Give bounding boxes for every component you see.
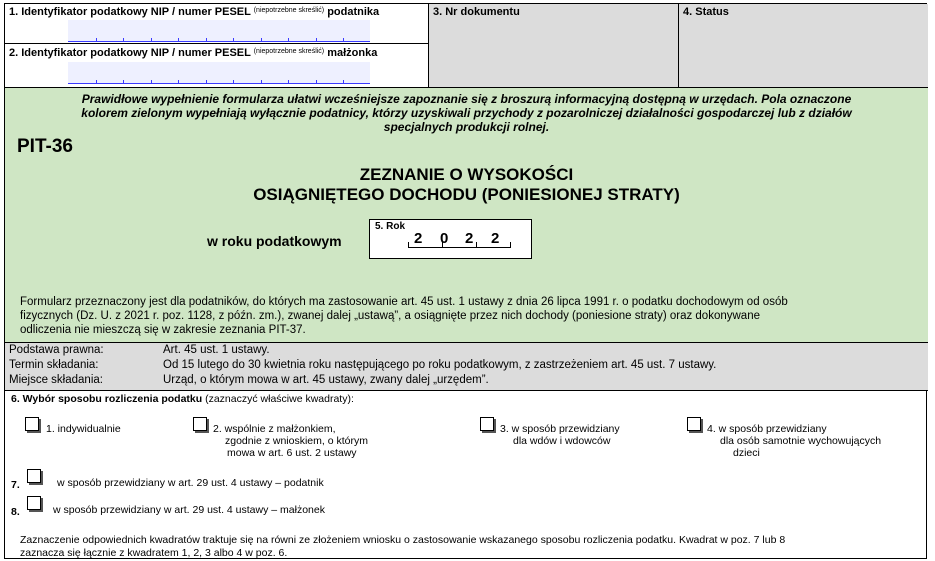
row-8-label: w sposób przewidziany w art. 29 ust. 4 ustawy – małżonek [53, 504, 325, 516]
year-digit: 0 [440, 230, 449, 247]
strike-note: (niepotrzebne skreślić) [253, 7, 325, 14]
field-3-label: 3. Nr dokumentu [433, 6, 520, 18]
form-description: Formularz przeznaczony jest dla podatników, do których ma zastosowanie art. 45 ust. 1 ustawy z dnia 26 lipca 1991 r. o podatku dochodowym od osób [20, 296, 788, 308]
option-widow-label: dla wdów i wdowców [513, 435, 611, 447]
field-1-taxpayer-id[interactable] [5, 4, 429, 44]
digit-separator-tick [316, 38, 317, 42]
place-value: Urząd, o którym mowa w art. 45 ustawy, zwany dalej „urzędem”. [163, 374, 489, 386]
option-widow-label: 3. w sposób przewidziany [500, 423, 620, 435]
intro-text: Prawidłowe wypełnienie formularza ułatwi wcześniejsze zapoznanie się z broszurą informacyjną dostępną w urzędach. Pola oznaczone [81, 92, 852, 106]
form-code: PIT-36 [17, 136, 73, 157]
form-description: fizycznych (Dz. U. z 2021 r. poz. 1128, z późn. zm.), zwanej dalej „ustawą”, a osiągnięte przez nich dochody (poniesione straty) oraz dokonywane [20, 310, 760, 322]
option-joint-label: zgodnie z wnioskiem, o którym [225, 435, 368, 447]
section-6-note: Zaznaczenie odpowiednich kwadratów traktuje się na równi ze złożeniem wniosku o zastosowanie wskazanego sposobu rozliczenia podatku. Kwadrat w poz. 7 lub 8 [20, 534, 786, 546]
legal-basis-value: Art. 45 ust. 1 ustawy. [163, 344, 270, 356]
digit-separator-tick [343, 38, 344, 42]
form-title: OSIĄGNIĘTEGO DOCHODU (PONIESIONEJ STRATY) [253, 185, 680, 204]
form-title: ZEZNANIE O WYSOKOŚCI [359, 165, 574, 184]
tax-form-page [4, 3, 927, 559]
digit-separator-tick [151, 80, 152, 84]
row-7-number: 7. [11, 479, 20, 491]
digit-separator-tick [151, 38, 152, 42]
option-individual-label: 1. indywidualnie [46, 423, 121, 435]
digit-separator-tick [316, 80, 317, 84]
digit-separator-tick [233, 38, 234, 42]
field-3-document-number [429, 4, 679, 87]
row-7-label: w sposób przewidziany w art. 29 ust. 4 ustawy – podatnik [57, 477, 324, 489]
digit-separator-tick [288, 80, 289, 84]
legal-info-section [5, 343, 928, 391]
option-single-parent-label: dzieci [733, 447, 760, 459]
option-joint-label: 2. wspólnie z małżonkiem, [213, 423, 336, 435]
section-6-note: zaznacza się łącznie z kwadratem 1, 2, 3 albo 4 w poz. 6. [20, 547, 288, 559]
strike-note: (niepotrzebne skreślić) [253, 48, 325, 55]
year-input[interactable] [408, 232, 511, 248]
digit-separator-tick [343, 80, 344, 84]
intro-text: kolorem zielonym wypełniają wyłącznie podatnicy, którzy uzyskiwali przychody z pozarolniczej działalności gospodarczej lub z działów [81, 106, 852, 120]
field-5-year[interactable] [369, 219, 532, 259]
year-digit: 2 [491, 230, 500, 247]
year-label: 5. Rok [375, 221, 406, 232]
year-prefix-label: w roku podatkowym [207, 233, 342, 249]
year-digit: 2 [414, 230, 423, 247]
digit-separator-tick [233, 80, 234, 84]
checkbox-joint[interactable] [193, 417, 207, 431]
checkbox-widow[interactable] [480, 417, 494, 431]
taxpayer-id-input[interactable] [68, 20, 370, 42]
checkbox-art29-taxpayer[interactable] [27, 469, 41, 483]
spouse-id-input[interactable] [68, 62, 370, 84]
field-2-label: 2. Identyfikator podatkowy NIP / numer PESEL $^{(niepotrzebne skreślić)}$ małżonka [9, 47, 378, 59]
field-4-status [679, 4, 928, 87]
year-digit: 2 [465, 230, 474, 247]
form-description: odliczenia nie mieszczą się w zakresie zeznania PIT-37. [20, 324, 306, 336]
digit-separator-tick [123, 38, 124, 42]
digit-separator-tick [261, 80, 262, 84]
option-joint-label: mowa w art. 6 ust. 2 ustawy [227, 447, 357, 459]
section-6-settlement-method [5, 391, 928, 560]
field-1-label: 1. Identyfikator podatkowy NIP / numer PESEL $^{(niepotrzebne skreślić)}$ podatnika [9, 6, 380, 18]
section-6-title: 6. Wybór sposobu rozliczenia podatku (zaznaczyć właściwe kwadraty): [11, 393, 354, 405]
place-label: Miejsce składania: [9, 374, 103, 386]
digit-separator-tick [261, 38, 262, 42]
digit-separator-tick [206, 80, 207, 84]
checkbox-single-parent[interactable] [687, 417, 701, 431]
row-8-number: 8. [11, 506, 20, 518]
digit-separator-tick [123, 80, 124, 84]
digit-separator-tick [178, 38, 179, 42]
checkbox-art29-spouse[interactable] [27, 496, 41, 510]
field-4-label: 4. Status [683, 6, 729, 18]
deadline-value: Od 15 lutego do 30 kwietnia roku następującego po roku podatkowym, z zastrzeżeniem art. 45 ust. 7 ustawy. [163, 359, 717, 371]
field-2-spouse-id[interactable] [5, 44, 429, 87]
option-single-parent-label: 4. w sposób przewidziany [707, 423, 827, 435]
digit-separator-tick [96, 80, 97, 84]
digit-separator-tick [206, 38, 207, 42]
form-header-section [5, 87, 928, 343]
digit-separator-tick [178, 80, 179, 84]
legal-basis-label: Podstawa prawna: [9, 344, 104, 356]
digit-separator-tick [288, 38, 289, 42]
digit-separator-tick [96, 38, 97, 42]
checkbox-individual[interactable] [25, 417, 39, 431]
option-single-parent-label: dla osób samotnie wychowujących [720, 435, 882, 447]
deadline-label: Termin składania: [9, 359, 99, 371]
intro-text: specjalnych produkcji rolnej. [383, 120, 550, 134]
